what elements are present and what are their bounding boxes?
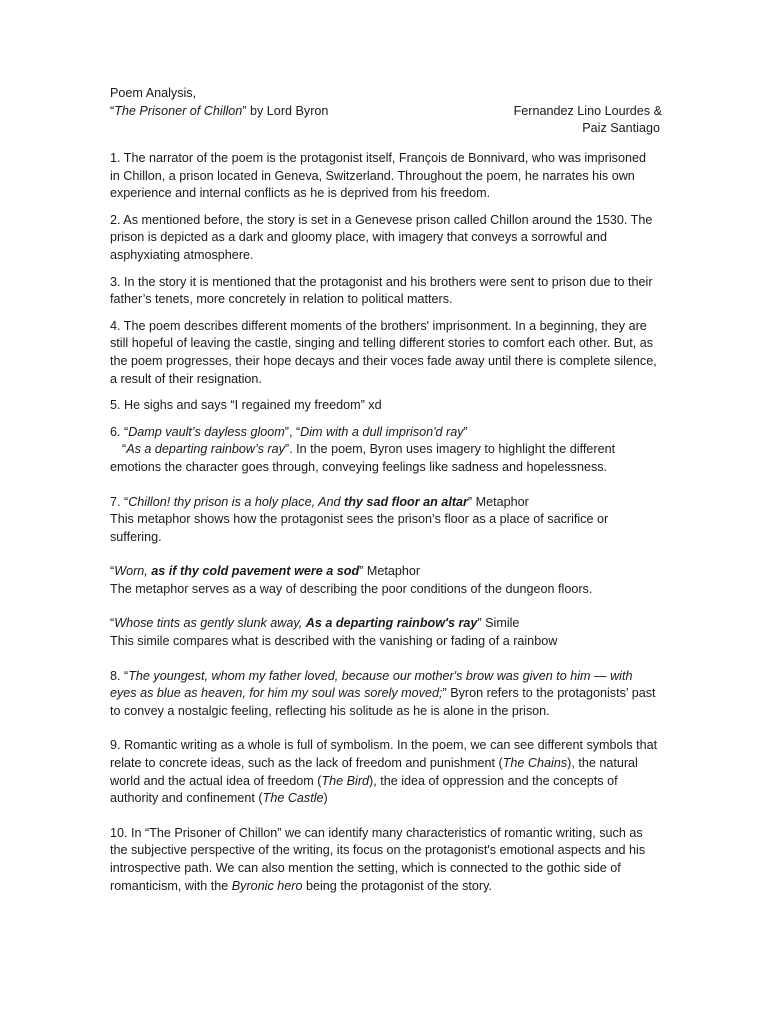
document-header [110, 85, 662, 141]
answer-2: 2. As mentioned before, the story is set in a Genevese prison called Chillon around the 1530. The prison is depicted as a dark and gloomy place, with imagery that conveys a sorrowful and asphyxiating atmosphere. [110, 212, 653, 262]
answer-7-explanation: This metaphor shows how the protagonist sees the prison’s floor as a place of sacrifice or suffering. [110, 512, 609, 544]
answer-10: 10. In “The Prisoner of Chillon” we can identify many characteristics of romantic writing, such as the subjective perspective of the writing, its focus on the protagonist's emotional aspects and his introspective path. We can also mention the setting, which is connected to the gothic side of romanticism, with the Byronic hero being the protagonist of the story. [110, 825, 646, 893]
document-body [110, 85, 662, 895]
poem-subtitle: “The Prisoner of Chillon” by Lord Byron [110, 103, 329, 118]
authors-block [514, 103, 662, 138]
answer-8: 8. “The youngest, whom my father loved, because our mother's brow was given to him — with eyes as blue as heaven, for him my soul was sorely moved;” Byron refers to the protagonists’ past to convey a nostalgic feeling, reflecting his solitude as he is alone in the prison. [110, 668, 656, 718]
answer-7 [110, 494, 658, 547]
authors-line-2: Paiz Santiago [582, 121, 660, 136]
authors-line-1: Fernandez Lino Lourdes & [513, 103, 662, 118]
answer-9: 9. Romantic writing as a whole is full of symbolism. In the poem, we can see different symbols that relate to concrete ideas, such as the lack of freedom and punishment (The Chains), the natural world and the actual idea of freedom (The Bird), the idea of oppression and the concepts of authority and confinement (The Castle) [110, 738, 658, 806]
answer-3: 3. In the story it is mentioned that the protagonist and his brothers were sent to prison due to their father’s tenets, more concretely in relation to political matters. [110, 274, 653, 307]
answer-1: 1. The narrator of the poem is the protagonist itself, François de Bonnivard, who was imprisoned in Chillon, a prison located in Geneva, Switzerland. Throughout the poem, he narrates his own experience and internal conflicts as he is deprived from his freedom. [110, 151, 646, 201]
answer-6-body: “As a departing rainbow’s ray”. In the poem, Byron uses imagery to highlight the different emotions the character goes through, conveying feelings like sadness and hopelessness. [110, 442, 616, 474]
title-block [110, 85, 328, 120]
answer-6 [110, 424, 658, 477]
answer-4: 4. The poem describes different moments of the brothers' imprisonment. In a beginning, they are still hopeful of leaving the castle, singing and telling different stories to comfort each other. But, as the poem progresses, their hope decays and their voces fade away until there is complete silence, a result of their resignation. [110, 318, 657, 386]
answer-7-simile [110, 615, 658, 650]
answer-6-quotes: 6. “Damp vault’s dayless gloom”, “Dim with a dull imprison'd ray” [110, 424, 468, 439]
simile-explanation: This simile compares what is described with the vanishing or fading of a rainbow [110, 634, 558, 649]
answer-5: 5. He sighs and says “I regained my freedom” xd [110, 398, 382, 413]
simile-quote: “Whose tints as gently slunk away, As a departing rainbow's ray” Simile [110, 616, 520, 631]
metaphor-2-quote: “Worn, as if thy cold pavement were a sod” Metaphor [110, 564, 421, 579]
poem-name: The Prisoner of Chillon [114, 103, 243, 118]
metaphor-2-explanation: The metaphor serves as a way of describing the poor conditions of the dungeon floors. [110, 581, 593, 596]
document-title: Poem Analysis, [110, 86, 197, 100]
answer-7-metaphor-2 [110, 563, 658, 598]
answer-7-quote: 7. “Chillon! thy prison is a holy place, And thy sad floor an altar” Metaphor [110, 494, 529, 509]
